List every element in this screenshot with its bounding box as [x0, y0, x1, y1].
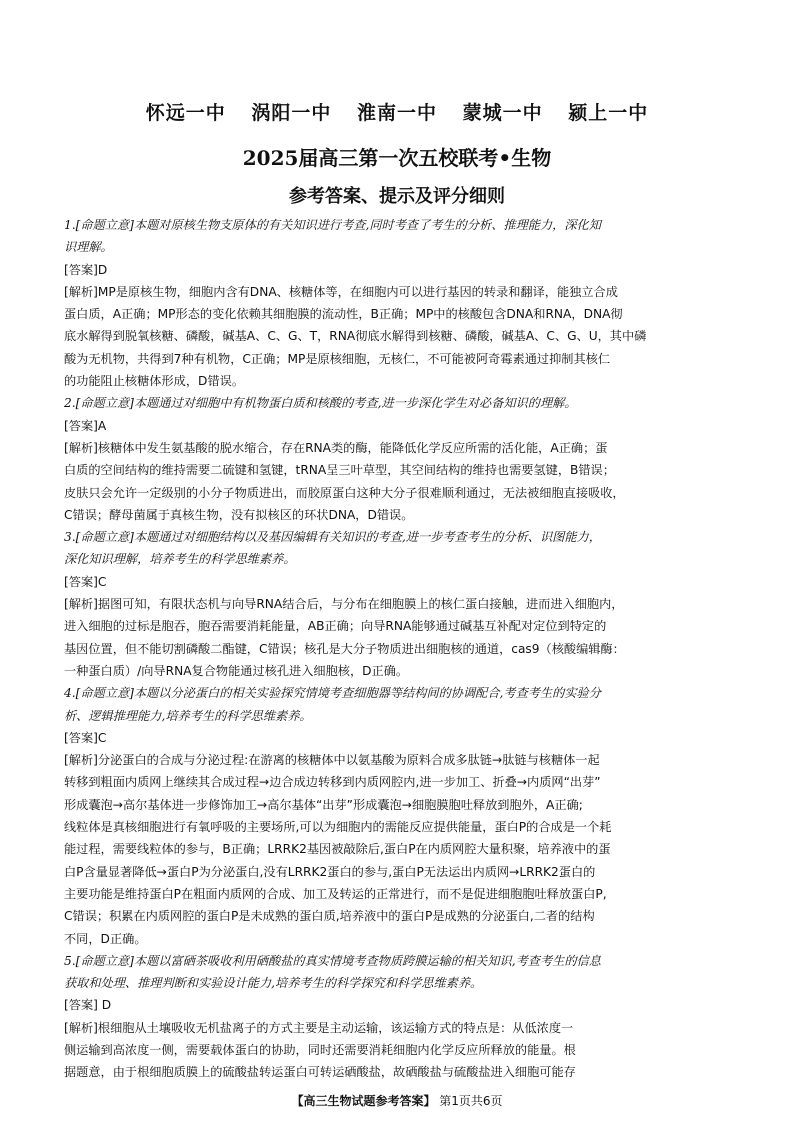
text-line: 侧运输到高浓度一侧，需要载体蛋白的协助，同时还需要消耗细胞内化学反应所释放的能量。根 — [64, 1042, 576, 1057]
text-line: 进入细胞的过标是胞吞，胞吞需要消耗能量，AB正确；向导RNA能够通过碱基互补配对定位到特定的 — [64, 619, 607, 634]
text-line: [解析]MP是原核生物，细胞内含有DNA、核糖体等，在细胞内可以进行基因的转录和翻译，能独立合成 — [64, 284, 618, 299]
text-line: 据题意，由于根细胞质膜上的硫酸盐转运蛋白可转运硒酸盐，故硒酸盐与硫酸盐进入细胞可能存 — [64, 1065, 576, 1080]
page-footer — [0, 1092, 794, 1109]
text-line: 基因位置，但不能切割磷酸二酯键，C错误；核孔是大分子物质进出细胞核的通道，cas9（核酸编辑酶： — [64, 641, 625, 656]
text-line: 析、逻辑推理能力,培养考生的科学思维素养。 — [64, 708, 312, 723]
text-line: 5.[命题立意]本题以富硒茶吸收利用硒酸盐的真实情境考查物质跨膜运输的相关知识,考查考生的信息 — [64, 953, 601, 968]
text-line: [解析]核糖体中发生氨基酸的脱水缩合，存在RNA类的酶，能降低化学反应所需的活化能，A正确；蛋 — [64, 440, 608, 455]
text-line: 底水解得到脱氧核糖、磷酸，碱基A、C、G、T，RNA彻底水解得到核糖、磷酸，碱基A、C、G、U，其中磷 — [64, 329, 647, 344]
text-line: 主要功能是维持蛋白P在粗面内质网的合成、加工及转运的正常进行，而不是促进细胞胞吐释放蛋白P, — [64, 886, 607, 901]
school-name: 涡阳一中 — [251, 102, 332, 124]
text-line: 不同，D正确。 — [64, 931, 147, 946]
text-line: 酸为无机物，共得到7种有机物，C正确；MP是原核细胞，无核仁，不可能被阿奇霉素通过抑制其核仁 — [64, 351, 611, 366]
school-name: 蒙城一中 — [462, 102, 543, 124]
text-line: [答案]C — [64, 730, 107, 745]
text-line: [答案]C — [64, 574, 107, 589]
school-name: 淮南一中 — [356, 102, 437, 124]
text-line: 深化知识理解，培养考生的科学思维素养。 — [64, 552, 296, 567]
exam-title: 2025届高三第一次五校联考•生物 — [242, 146, 552, 170]
text-line: [答案]A — [64, 418, 107, 433]
text-line: 2.[命题立意]本题通过对细胞中有机物蛋白质和核酸的考查,进一步深化学生对必备知识的理解。 — [64, 396, 577, 411]
document-subtitle: 参考答案、提示及评分细则 — [289, 186, 505, 207]
school-names — [0, 98, 794, 125]
text-line: [解析]分泌蛋白的合成与分泌过程:在游离的核糖体中以氨基酸为原料合成多肽链→肽链与核糖体一起 — [64, 753, 600, 768]
footer-label: 【高三生物试题参考答案】 — [291, 1094, 436, 1108]
text-line: 获取和处理、推理判断和实验设计能力,培养考生的科学探究和科学思维素养。 — [64, 976, 483, 991]
text-line: 白P含量显著降低→蛋白P为分泌蛋白,没有LRRK2蛋白的参与,蛋白P无法运出内质网→LRRK2蛋白的 — [64, 864, 596, 879]
text-line: 4.[命题立意]本题以分泌蛋白的相关实验探究情境考查细胞器等结构间的协调配合,考查考生的实验分 — [64, 686, 601, 701]
text-line: 形成囊泡→高尔基体进一步修饰加工→高尔基体“出芽”形成囊泡→细胞膜胞吐释放到胞外，A正确; — [64, 797, 583, 812]
text-line: [答案]D — [64, 262, 108, 277]
page-number: 第1页共6页 — [439, 1094, 503, 1108]
school-name: 颍上一中 — [568, 102, 649, 124]
text-line: [解析]据图可知，有限状态机与向导RNA结合后，与分布在细胞膜上的核仁蛋白接触，进而进入细胞内， — [64, 597, 624, 612]
text-line: 皮肤只会允许一定级别的小分子物质进出，而胶原蛋白这种大分子很难顺利通过，无法被细胞直接吸收， — [64, 485, 625, 500]
text-line: 一种蛋白质）/向导RNA复合物能通过核孔进入细胞核，D正确。 — [64, 663, 409, 678]
text-line: 白质的空间结构的维持需要二硫键和氢键，tRNA呈三叶草型，其空间结构的维持也需要氢键，B错误； — [64, 463, 615, 478]
text-line: 识理解。 — [64, 240, 113, 255]
text-line: C错误；酵母菌属于真核生物，没有拟核区的环状DNA，D错误。 — [64, 507, 414, 522]
school-name: 怀远一中 — [145, 102, 226, 124]
answer-body — [64, 214, 724, 1084]
text-line: 转移到粗面内质网上继续其合成过程→边合成边转移到内质网腔内,进一步加工、折叠→内质网“出芽” — [64, 775, 601, 790]
text-line: 能过程，需要线粒体的参与，B正确；LRRK2基因被敲除后,蛋白P在内质网腔大量积聚，培养液中的蛋 — [64, 842, 611, 857]
text-line: [解析]根细胞从土壤吸收无机盐离子的方式主要是主动运输，该运输方式的特点是：从低浓度一 — [64, 1020, 574, 1035]
text-line: 3.[命题立意]本题通过对细胞结构以及基因编辑有关知识的考查,进一步考查考生的分析、识图能力， — [64, 530, 601, 545]
text-line: 蛋白质，A正确；MP形态的变化依赖其细胞膜的流动性，B正确；MP中的核酸包含DNA和RNA，DNA彻 — [64, 307, 623, 322]
text-line: 线粒体是真核细胞进行有氧呼吸的主要场所,可以为细胞内的需能反应提供能量，蛋白P的合成是一个耗 — [64, 820, 612, 835]
text-line: C错误；积累在内质网腔的蛋白P是未成熟的蛋白质,培养液中的蛋白P是成熟的分泌蛋白,二者的结构 — [64, 909, 595, 924]
text-line: 1.[命题立意]本题对原核生物支原体的有关知识进行考查,同时考查了考生的分析、推理能力，深化知 — [64, 218, 601, 232]
text-line: [答案] D — [64, 998, 112, 1013]
text-line: 的功能阻止核糖体形成，D错误。 — [64, 374, 245, 389]
